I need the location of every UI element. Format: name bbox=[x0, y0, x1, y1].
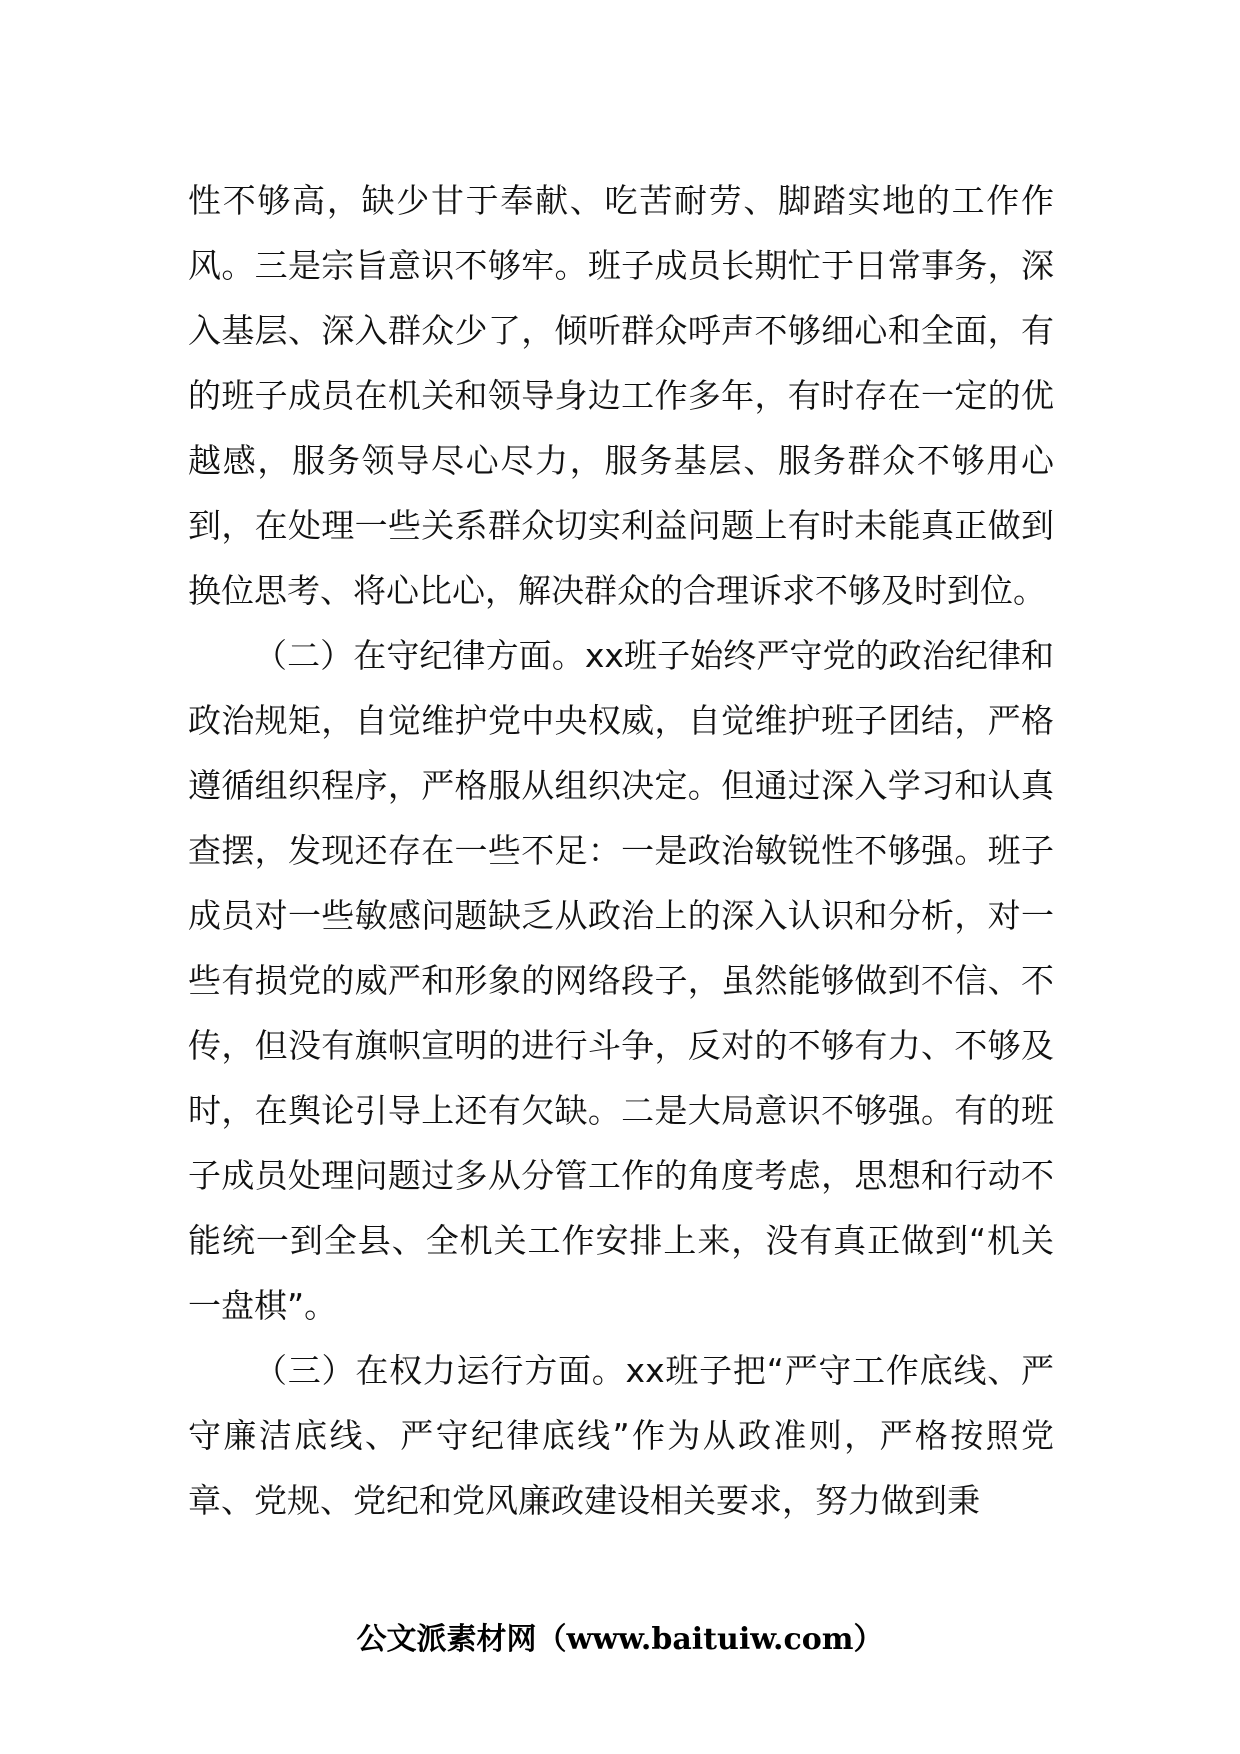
footer-watermark-text: 公文派素材网（www.baituiw.com） bbox=[356, 1622, 884, 1657]
paragraph-section-two: （二）在守纪律方面。xx班子始终严守党的政治纪律和政治规矩，自觉维护党中央权威，自觉维护班子团结，严格遵循组织程序，严格服从组织决定。但通过深入学习和认真查摆，发现还存在一些不足：一是政治敏锐性不够强。班子成员对一些敏感问题缺乏从政治上的深入认识和分析，对一些有损党的威严和形象的网络段子，虽然能够做到不信、不传，但没有旗帜宣明的进行斗争，反对的不够有力、不够及时，在舆论引导上还有欠缺。二是大局意识不够强。有的班子成员处理问题过多从分管工作的角度考虑，思想和行动不能统一到全县、全机关工作安排上来，没有真正做到“机关一盘棋”。 bbox=[188, 636, 1054, 1325]
document-body bbox=[188, 168, 1054, 1533]
paragraph-section-three: （三）在权力运行方面。xx班子把“严守工作底线、严守廉洁底线、严守纪律底线”作为从政准则，严格按照党章、党规、党纪和党风廉政建设相关要求，努力做到秉 bbox=[188, 1351, 1054, 1520]
paragraph-continuation: 性不够高，缺少甘于奉献、吃苦耐劳、脚踏实地的工作作风。三是宗旨意识不够牢。班子成员长期忙于日常事务，深入基层、深入群众少了，倾听群众呼声不够细心和全面，有的班子成员在机关和领导身边工作多年，有时存在一定的优越感，服务领导尽心尽力，服务基层、服务群众不够用心到，在处理一些关系群众切实利益问题上有时未能真正做到换位思考、将心比心，解决群众的合理诉求不够及时到位。 bbox=[188, 181, 1054, 610]
